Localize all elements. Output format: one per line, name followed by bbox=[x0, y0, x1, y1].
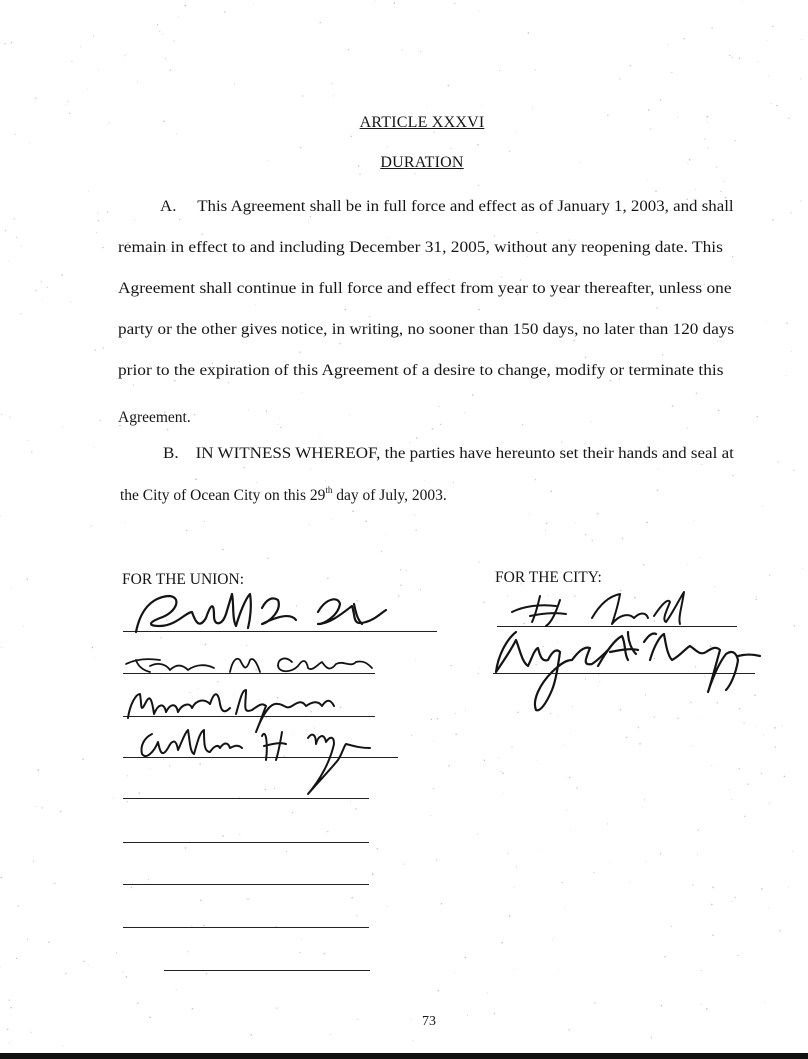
city-signature-2 bbox=[496, 632, 760, 710]
union-signature-3 bbox=[128, 690, 334, 732]
paragraph-a-line-1: A. This Agreement shall be in full force and effect as of January 1, 2003, and shall bbox=[160, 198, 734, 215]
union-signature-1 bbox=[136, 594, 386, 632]
paragraph-a-line-6: Agreement. bbox=[118, 409, 191, 426]
page-number: 73 bbox=[422, 1014, 436, 1029]
paragraph-a-line-4: party or the other gives notice, in writing, no sooner than 150 days, no later than 120 days bbox=[118, 321, 735, 338]
union-signature-2 bbox=[126, 659, 372, 672]
paragraph-a-line-2: remain in effect to and including December 31, 2005, without any reopening date. This bbox=[118, 239, 723, 256]
article-title: ARTICLE XXXVI bbox=[359, 114, 485, 131]
paragraph-a-line-3: Agreement shall continue in full force and effect from year to year thereafter, unless one bbox=[118, 280, 732, 297]
paragraph-b-line-1: B. IN WITNESS WHEREOF, the parties have hereunto set their hands and seal at bbox=[163, 445, 734, 462]
paragraph-a-line-5: prior to the expiration of this Agreement of a desire to change, modify or terminate this bbox=[118, 362, 724, 379]
city-signature-1 bbox=[512, 592, 684, 626]
paragraph-b-line-2: the City of Ocean City on this 29th day of July, 2003. bbox=[120, 485, 447, 504]
union-label: FOR THE UNION: bbox=[122, 571, 244, 588]
city-label: FOR THE CITY: bbox=[495, 569, 602, 586]
section-title: DURATION bbox=[380, 154, 464, 171]
union-signature-4 bbox=[141, 730, 370, 794]
bottom-border bbox=[0, 1053, 808, 1059]
